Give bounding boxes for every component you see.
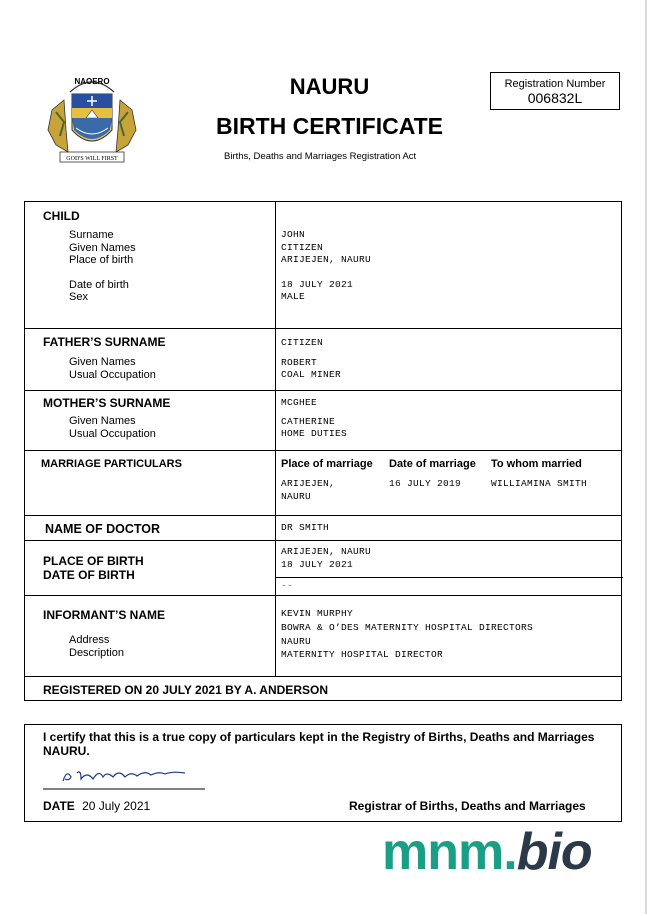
- certification-date: 20 July 2021: [82, 799, 151, 813]
- row-divider: [25, 515, 621, 516]
- mother-values: [281, 397, 347, 441]
- place-of-birth-heading: PLACE OF BIRTH: [43, 554, 144, 568]
- informant-address-line1: BOWRA & O’DES MATERNITY HOSPITAL DIRECTORS: [281, 621, 534, 633]
- registrar-title: Registrar of Births, Deaths and Marriages: [349, 799, 586, 813]
- father-given-label: Given Names: [69, 356, 136, 368]
- birth-heading: [43, 554, 144, 582]
- informant-heading: INFORMANT’S NAME: [43, 608, 165, 622]
- place-of-birth-label: Place of birth: [69, 254, 134, 266]
- act-subtitle: Births, Deaths and Marriages Registration Act: [224, 151, 417, 162]
- row-divider: [25, 595, 621, 596]
- row-divider: [25, 540, 621, 541]
- registration-label: Registration Number: [504, 78, 606, 90]
- registration-number-box: [490, 72, 620, 110]
- mother-surname: MCGHEE: [281, 397, 318, 408]
- child-place-of-birth: ARIJEJEN, NAURU: [281, 254, 372, 265]
- doctor-name: DR SMITH: [281, 522, 330, 533]
- marriage-heading: MARRIAGE PARTICULARS: [41, 458, 182, 470]
- informant-values: [281, 607, 533, 662]
- mother-heading: MOTHER’S SURNAME: [43, 396, 171, 410]
- father-heading: FATHER’S SURNAME: [43, 335, 166, 349]
- row-divider: [25, 450, 621, 451]
- mother-given-label: Given Names: [69, 415, 136, 427]
- father-given-names: ROBERT: [281, 356, 318, 368]
- watermark-part2: bio: [516, 823, 592, 881]
- svg-text:NAOERO: NAOERO: [74, 77, 110, 86]
- child-sex: MALE: [281, 291, 306, 302]
- particulars-table: [24, 201, 622, 701]
- birth-values: [281, 546, 371, 571]
- address-label: Address: [69, 634, 110, 646]
- child-heading: CHILD: [43, 209, 80, 223]
- child-given-names: CITIZEN: [281, 241, 324, 253]
- registration-statement: REGISTERED ON 20 JULY 2021 BY A. ANDERSON: [43, 683, 328, 697]
- certification-box: [24, 724, 622, 822]
- informant-labels: [69, 634, 124, 659]
- surname-label: Surname: [69, 229, 114, 241]
- registration-number: 006832L: [527, 90, 583, 106]
- place-of-marriage-header: Place of marriage: [281, 458, 373, 470]
- child-labels: [69, 229, 136, 304]
- mother-labels: [69, 415, 156, 440]
- father-occupation-label: Usual Occupation: [69, 368, 156, 381]
- birth-extra: --: [281, 580, 294, 591]
- row-divider: [25, 328, 621, 329]
- child-date-of-birth: 18 JULY 2021: [281, 278, 354, 290]
- column-divider: [275, 202, 276, 676]
- mother-given-names: CATHERINE: [281, 415, 336, 427]
- mother-occupation-label: Usual Occupation: [69, 427, 156, 440]
- married-to: WILLIAMINA SMITH: [491, 478, 588, 489]
- marriage-place: [281, 478, 335, 503]
- father-labels: [69, 356, 156, 381]
- watermark-logo: [382, 823, 592, 881]
- document-title: BIRTH CERTIFICATE: [215, 113, 443, 139]
- informant-address-line2: NAURU: [281, 635, 312, 647]
- marriage-place-line1: ARIJEJEN,: [281, 478, 336, 489]
- child-surname: JOHN: [281, 229, 306, 240]
- birth-date: 18 JULY 2021: [281, 558, 354, 570]
- certification-date-row: [43, 799, 150, 813]
- svg-text:GOD'S WILL FIRST: GOD'S WILL FIRST: [66, 156, 118, 162]
- father-surname: CITIZEN: [281, 337, 324, 348]
- marriage-place-line2: NAURU: [281, 490, 312, 502]
- father-occupation: COAL MINER: [281, 369, 342, 380]
- birth-place: ARIJEJEN, NAURU: [281, 546, 372, 557]
- sex-label: Sex: [69, 291, 88, 303]
- date-of-marriage-header: Date of marriage: [389, 458, 476, 470]
- child-values: [281, 229, 371, 304]
- date-label: DATE: [43, 799, 75, 813]
- mother-occupation: HOME DUTIES: [281, 428, 348, 439]
- date-of-birth-heading: DATE OF BIRTH: [43, 568, 135, 582]
- informant-description: MATERNITY HOSPITAL DIRECTOR: [281, 649, 444, 661]
- date-of-birth-label: Date of birth: [69, 278, 129, 291]
- doctor-heading: NAME OF DOCTOR: [45, 522, 161, 536]
- row-divider: [25, 676, 621, 677]
- signature-icon: [41, 761, 211, 791]
- country-title: NAURU: [289, 74, 370, 99]
- certification-statement: I certify that this is a true copy of particulars kept in the Registry of Births, Deaths and Marriages NAURU.: [43, 730, 595, 758]
- to-whom-married-header: To whom married: [491, 458, 582, 470]
- cell-divider: [276, 577, 623, 578]
- row-divider: [25, 390, 621, 391]
- given-names-label: Given Names: [69, 241, 136, 254]
- watermark-part1: mnm.: [382, 823, 517, 881]
- informant-name: KEVIN MURPHY: [281, 608, 354, 619]
- description-label: Description: [69, 646, 125, 659]
- father-values: [281, 337, 341, 382]
- marriage-date: 16 JULY 2019: [389, 478, 462, 489]
